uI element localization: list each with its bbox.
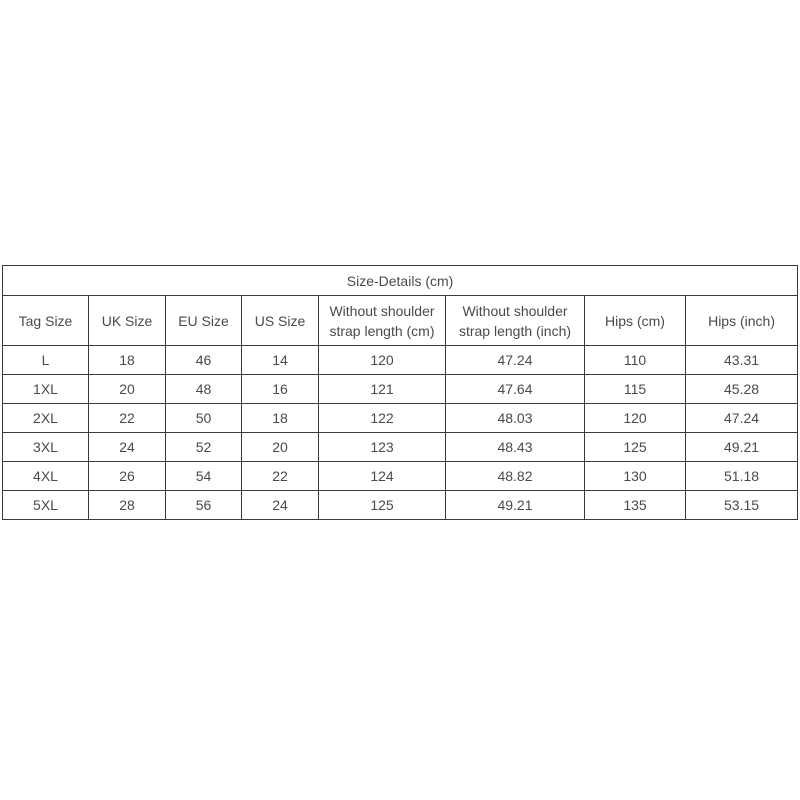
table-cell: 18 [89,346,166,375]
table-cell: 51.18 [686,462,798,491]
table-cell: 3XL [3,433,89,462]
table-cell: 18 [242,404,319,433]
table-cell: 121 [319,375,446,404]
table-cell: 22 [89,404,166,433]
column-header: EU Size [166,296,242,346]
table-cell: 48 [166,375,242,404]
table-cell: 124 [319,462,446,491]
table-cell: 46 [166,346,242,375]
table-caption-row [3,266,798,296]
table-row [3,404,798,433]
table-row [3,491,798,520]
table-row [3,375,798,404]
column-header: Without shoulder strap length (inch) [446,296,585,346]
table-cell: 20 [242,433,319,462]
table-cell: 2XL [3,404,89,433]
table-cell: 56 [166,491,242,520]
table-header-row [3,296,798,346]
table-cell: 125 [585,433,686,462]
table-cell: 20 [89,375,166,404]
table-cell: 24 [89,433,166,462]
table-cell: 26 [89,462,166,491]
column-header: Hips (cm) [585,296,686,346]
table-row [3,346,798,375]
table-title: Size-Details (cm) [3,266,798,296]
column-header: Hips (inch) [686,296,798,346]
table-cell: 1XL [3,375,89,404]
table-cell: L [3,346,89,375]
size-chart-table [2,265,798,520]
table-cell: 24 [242,491,319,520]
table-cell: 48.43 [446,433,585,462]
table-cell: 52 [166,433,242,462]
table-cell: 110 [585,346,686,375]
table-cell: 49.21 [686,433,798,462]
table-cell: 43.31 [686,346,798,375]
table-cell: 16 [242,375,319,404]
table-cell: 120 [585,404,686,433]
table-cell: 49.21 [446,491,585,520]
table-cell: 5XL [3,491,89,520]
table-cell: 54 [166,462,242,491]
table-row [3,433,798,462]
column-header: US Size [242,296,319,346]
table-cell: 22 [242,462,319,491]
table-cell: 47.24 [686,404,798,433]
table-cell: 4XL [3,462,89,491]
table-cell: 125 [319,491,446,520]
column-header: Tag Size [3,296,89,346]
table-cell: 50 [166,404,242,433]
table-cell: 48.82 [446,462,585,491]
column-header: UK Size [89,296,166,346]
table-cell: 47.64 [446,375,585,404]
table-cell: 135 [585,491,686,520]
table-cell: 122 [319,404,446,433]
table-cell: 53.15 [686,491,798,520]
table-cell: 48.03 [446,404,585,433]
table-cell: 45.28 [686,375,798,404]
column-header: Without shoulder strap length (cm) [319,296,446,346]
table-cell: 28 [89,491,166,520]
table-cell: 47.24 [446,346,585,375]
table-cell: 130 [585,462,686,491]
table-row [3,462,798,491]
table-cell: 115 [585,375,686,404]
table-cell: 123 [319,433,446,462]
table-cell: 14 [242,346,319,375]
table-cell: 120 [319,346,446,375]
